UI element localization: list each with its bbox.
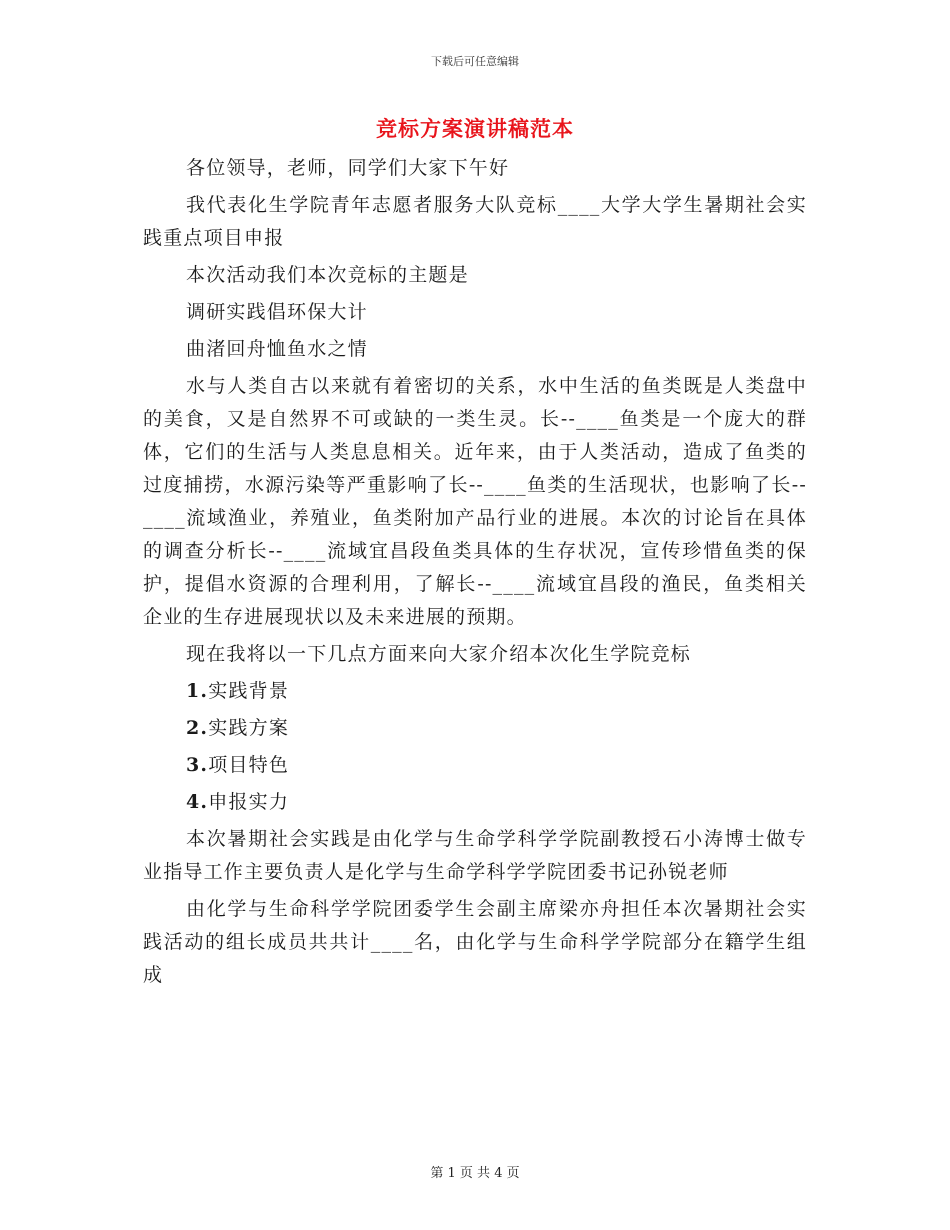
paragraph-theme-intro: 本次活动我们本次竞标的主题是 — [186, 264, 469, 286]
list-item-number: 2. — [186, 717, 209, 739]
list-item — [143, 786, 807, 819]
list-item-number: 3. — [186, 754, 209, 776]
list-item — [143, 675, 807, 708]
document-title: 竞标方案演讲稿范本 — [376, 116, 574, 141]
list-item-text: 实践背景 — [208, 680, 290, 702]
list-item-text: 实践方案 — [208, 717, 290, 739]
paragraph-representation: 我代表化生学院青年志愿者服务大队竞标____大学大学生暑期社会实践重点项目申报 — [143, 194, 807, 249]
list-item-text: 申报实力 — [208, 791, 290, 813]
paragraph-outline-intro: 现在我将以一下几点方面来向大家介绍本次化生学院竞标 — [186, 643, 692, 665]
paragraph-greeting: 各位领导，老师，同学们大家下午好 — [186, 157, 510, 179]
paragraph-theme-line-2: 曲渚回舟恤鱼水之情 — [186, 338, 368, 360]
page-footer: 第 1 页 共 4 页 — [430, 1166, 520, 1181]
list-item-number: 4. — [186, 791, 209, 813]
list-item — [143, 712, 807, 745]
document-body — [143, 152, 807, 996]
list-item — [143, 749, 807, 782]
header-note: 下载后可任意编辑 — [431, 55, 519, 68]
list-item-number: 1. — [186, 680, 209, 702]
paragraph-theme-line-1: 调研实践倡环保大计 — [186, 301, 368, 323]
paragraph-supervision: 本次暑期社会实践是由化学与生命学科学学院副教授石小涛博士做专业指导工作主要负责人是化学与生命学科学学院团委书记孙锐老师 — [143, 828, 807, 883]
paragraph-team: 由化学与生命科学学院团委学生会副主席梁亦舟担任本次暑期社会实践活动的组长成员共共计____名，由化学与生命科学学院部分在籍学生组成 — [143, 898, 807, 986]
paragraph-background: 水与人类自古以来就有着密切的关系，水中生活的鱼类既是人类盘中的美食，又是自然界不可或缺的一类生灵。长--____鱼类是一个庞大的群体，它们的生活与人类息息相关。近年来，由于人类活动，造成了鱼类的过度捕捞，水源污染等严重影响了长--____鱼类的生活现状，也影响了长--____流域渔业，养殖业，鱼类附加产品行业的进展。本次的讨论旨在具体的调查分析长--____流域宜昌段鱼类具体的生存状况，宣传珍惜鱼类的保护，提倡水资源的合理利用，了解长--____流域宜昌段的渔民，鱼类相关企业的生存进展现状以及未来进展的预期。 — [143, 375, 807, 628]
list-item-text: 项目特色 — [208, 754, 290, 776]
